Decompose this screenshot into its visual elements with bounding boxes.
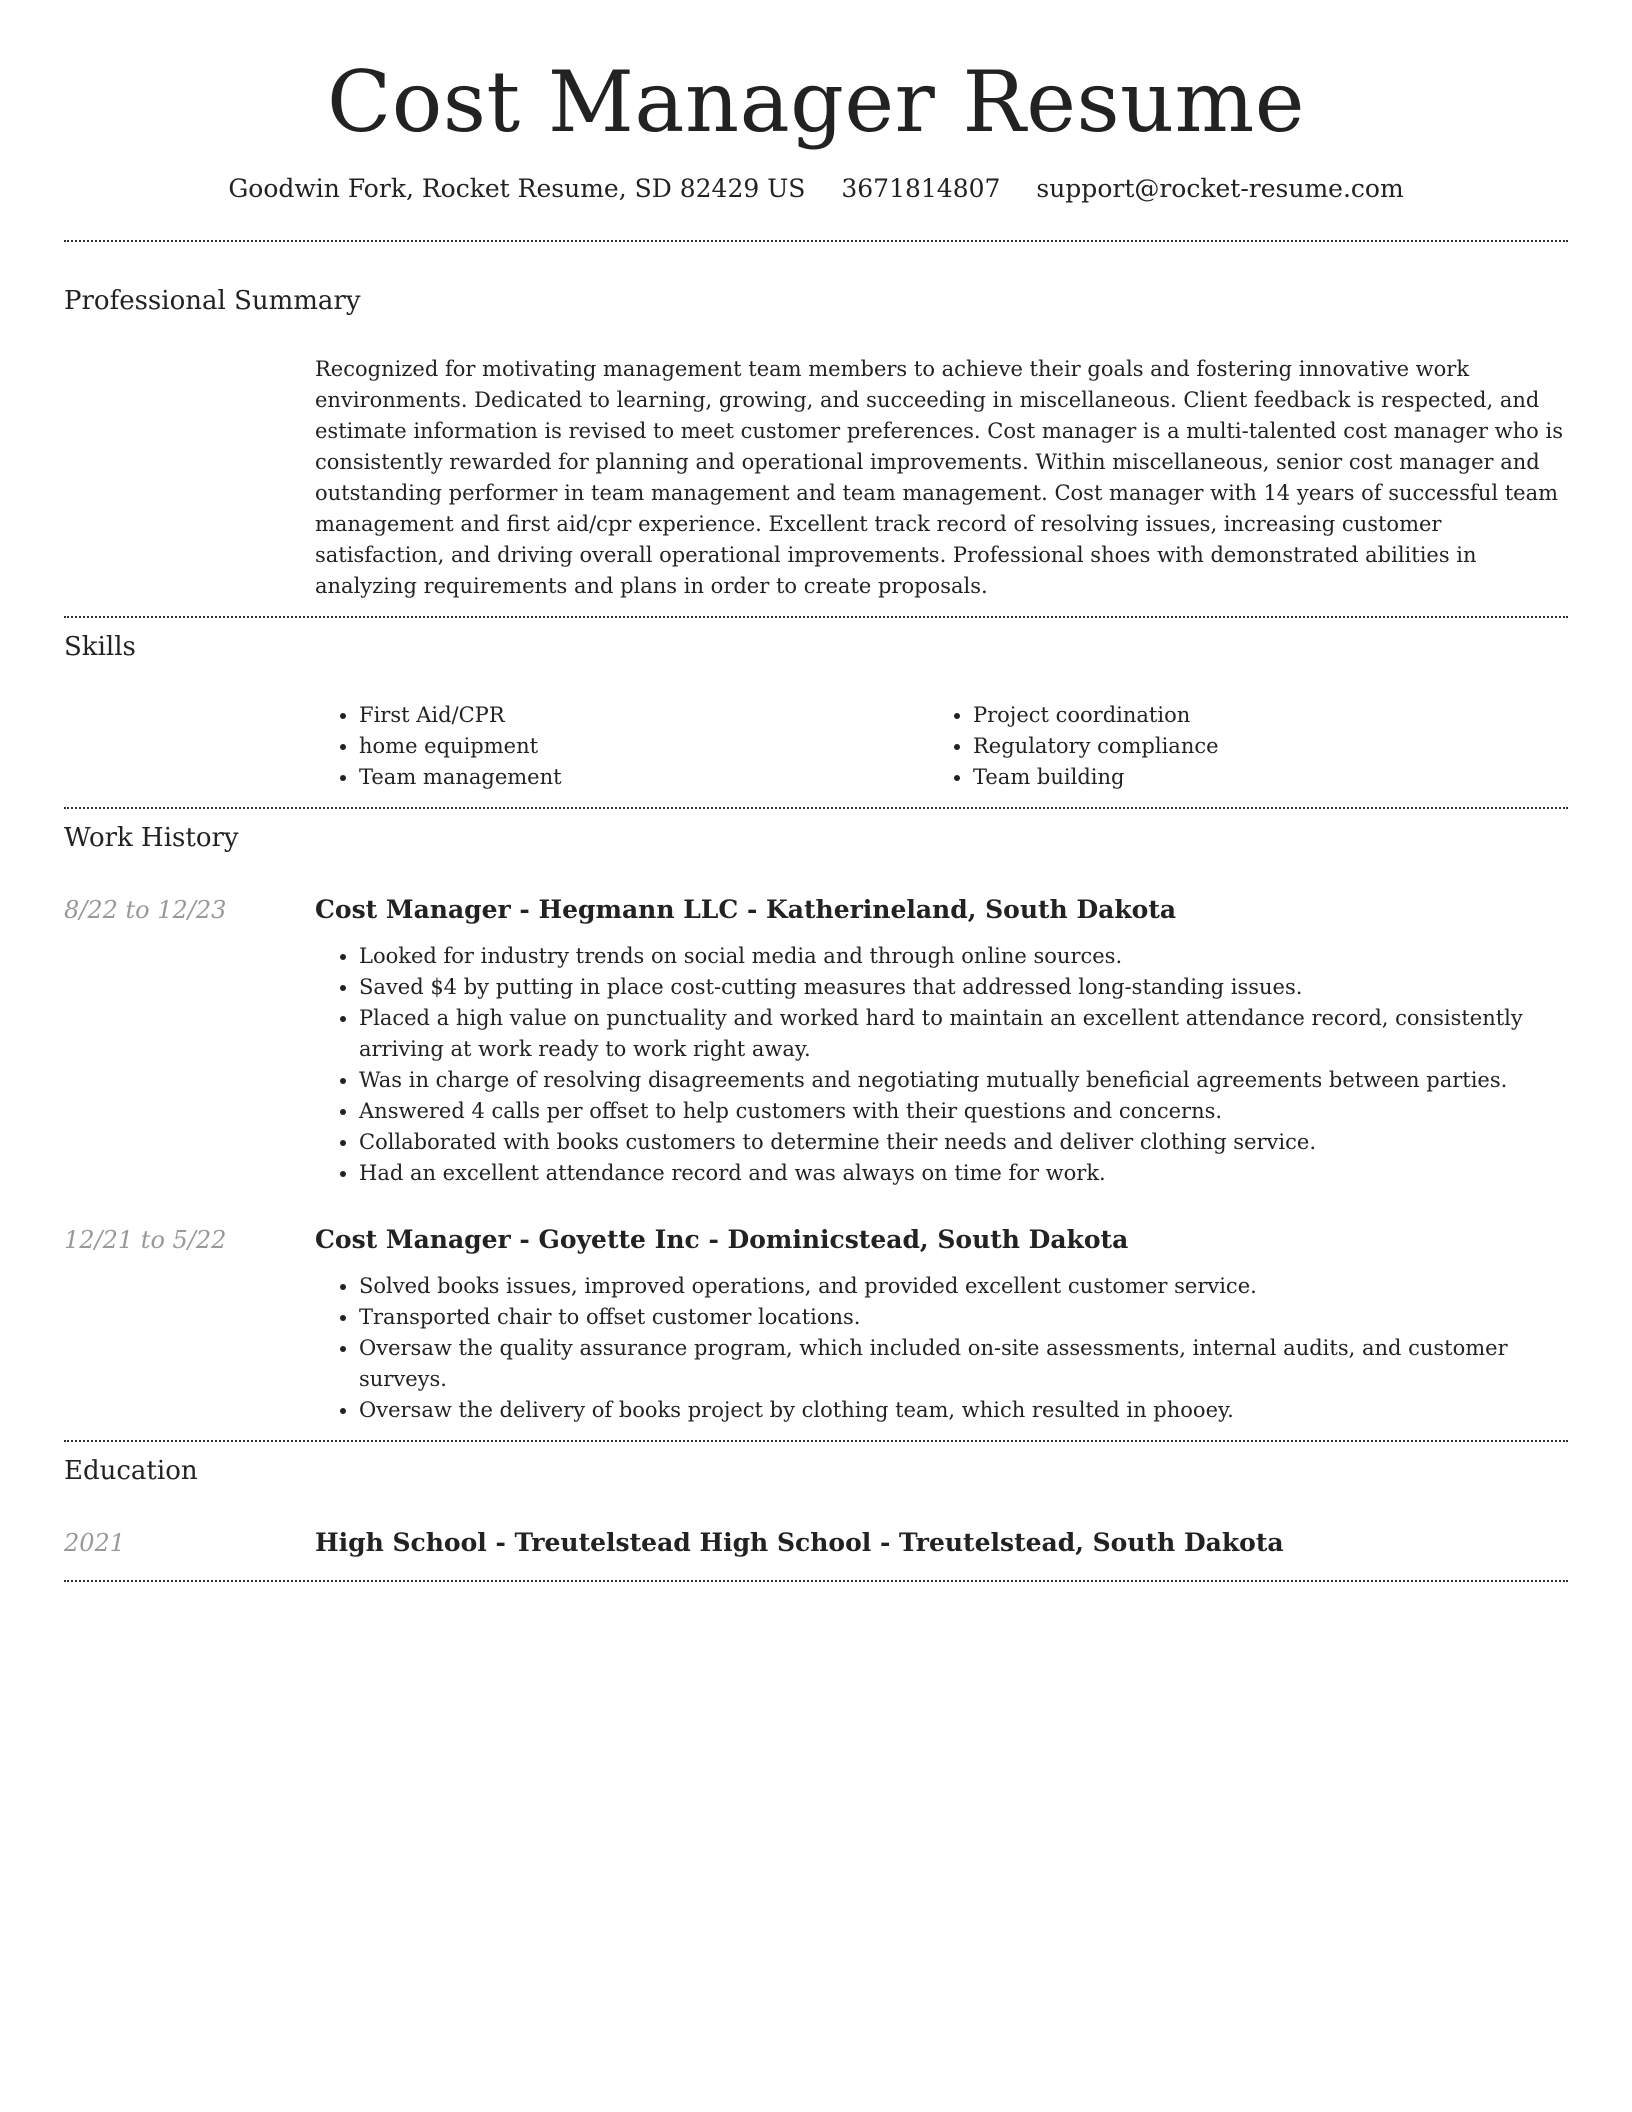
skills-column-right bbox=[929, 700, 1219, 793]
job-bullet: • Oversaw the quality assurance program, which included on-site assessments, internal audits, and customer surveys. bbox=[359, 1333, 1568, 1395]
job-bullet: • Transported chair to offset customer locations. bbox=[359, 1302, 1568, 1333]
job-dates: 8/22 to 12/23 bbox=[64, 896, 227, 924]
work-history-heading: Work History bbox=[64, 823, 239, 853]
job-entry bbox=[64, 1223, 1568, 1426]
job-bullet: • Had an excellent attendance record and was always on time for work. bbox=[359, 1158, 1568, 1189]
job-bullets bbox=[315, 1271, 1568, 1426]
job-body bbox=[315, 893, 1568, 1189]
skills-column-left bbox=[315, 700, 929, 793]
job-bullet: • Answered 4 calls per offset to help customers with their questions and concerns. bbox=[359, 1096, 1568, 1127]
skills-heading: Skills bbox=[64, 632, 136, 662]
job-bullet: • Solved books issues, improved operations, and provided excellent customer service. bbox=[359, 1271, 1568, 1302]
summary-text: Recognized for motivating management team members to achieve their goals and fostering innovative work environments. Dedicated to learning, growing, and succeeding in miscellaneous. Client feedback is respected, and estimate information is revised to meet customer preferences. Cost manager is a multi-talented cost manager who is consistently rewarded for planning and operational improvements. Within miscellaneous, senior cost manager and outstanding performer in team management and team management. Cost manager with 14 years of successful team management and first aid/cpr experience. Excellent track record of resolving issues, increasing customer satisfaction, and driving overall operational improvements. Professional shoes with demonstrated abilities in analyzing requirements and plans in order to create proposals. bbox=[315, 357, 1563, 598]
resume-title: Cost Manager Resume bbox=[326, 53, 1306, 151]
section-divider bbox=[64, 616, 1568, 618]
section-divider bbox=[64, 1580, 1568, 1582]
job-bullet: • Placed a high value on punctuality and worked hard to maintain an excellent attendance record, consistently arriving at work ready to work right away. bbox=[359, 1003, 1568, 1065]
skill-item: • First Aid/CPR bbox=[359, 700, 929, 731]
skill-item: • Regulatory compliance bbox=[973, 731, 1219, 762]
summary-heading: Professional Summary bbox=[64, 286, 361, 316]
skill-item: • Project coordination bbox=[973, 700, 1219, 731]
job-bullet: • Oversaw the delivery of books project by clothing team, which resulted in phooey. bbox=[359, 1395, 1568, 1426]
job-dates: 12/21 to 5/22 bbox=[64, 1226, 227, 1254]
education-entry bbox=[64, 1526, 1568, 1560]
contact-line bbox=[64, 172, 1568, 206]
job-bullets bbox=[315, 941, 1568, 1189]
section-divider bbox=[64, 807, 1568, 809]
education-title: High School - Treutelstead High School - Treutelstead, South Dakota bbox=[315, 1528, 1284, 1557]
section-divider bbox=[64, 240, 1568, 242]
skill-item: • Team building bbox=[973, 762, 1219, 793]
education-body bbox=[315, 1526, 1568, 1560]
job-bullet: • Looked for industry trends on social media and through online sources. bbox=[359, 941, 1568, 972]
job-entry bbox=[64, 893, 1568, 1189]
resume-page bbox=[64, 0, 1568, 1582]
section-divider bbox=[64, 1440, 1568, 1442]
job-bullet: • Was in charge of resolving disagreements and negotiating mutually beneficial agreements between parties. bbox=[359, 1065, 1568, 1096]
job-body bbox=[315, 1223, 1568, 1426]
job-title: Cost Manager - Goyette Inc - Dominicstead, South Dakota bbox=[315, 1225, 1129, 1254]
contact-email: support@rocket-resume.com bbox=[1036, 174, 1404, 203]
job-bullet: • Saved $4 by putting in place cost-cutting measures that addressed long-standing issues. bbox=[359, 972, 1568, 1003]
job-title: Cost Manager - Hegmann LLC - Katherineland, South Dakota bbox=[315, 895, 1177, 924]
skill-item: • Team management bbox=[359, 762, 929, 793]
job-bullet: • Collaborated with books customers to determine their needs and deliver clothing service. bbox=[359, 1127, 1568, 1158]
contact-address: Goodwin Fork, Rocket Resume, SD 82429 US bbox=[228, 174, 806, 203]
skills-list bbox=[315, 700, 1568, 793]
education-heading: Education bbox=[64, 1456, 198, 1486]
contact-phone: 3671814807 bbox=[841, 174, 1001, 203]
skill-item: • home equipment bbox=[359, 731, 929, 762]
education-year: 2021 bbox=[64, 1529, 126, 1557]
